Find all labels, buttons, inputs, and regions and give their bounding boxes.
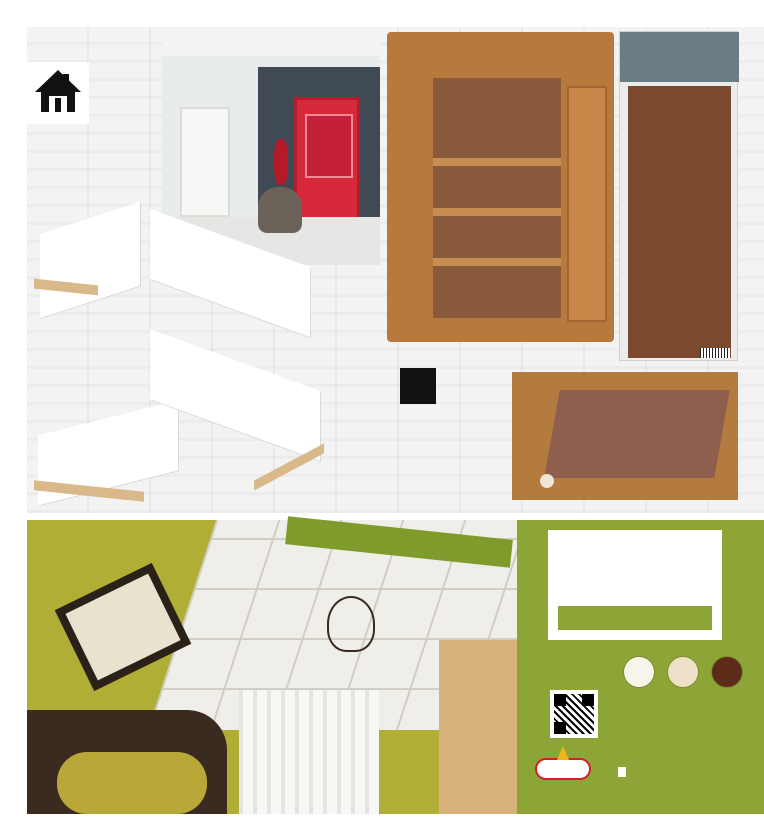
swatch-maple (667, 656, 699, 688)
cedar-drawer-photo (512, 372, 738, 500)
swatch-coffee (711, 656, 743, 688)
barcode (700, 348, 730, 358)
promo-title-line3 (558, 606, 712, 630)
coffered-ceiling-photo (27, 520, 517, 814)
cedar-product-box-photo (619, 31, 738, 361)
swatch-white (623, 656, 655, 688)
promo-title-box (548, 530, 722, 640)
boulanger-logo (535, 758, 591, 780)
cedar-cabinet-photo (387, 32, 614, 342)
home-icon (33, 68, 83, 114)
qr-code[interactable] (550, 690, 598, 738)
badge-top (400, 368, 436, 370)
chandelier (327, 596, 375, 652)
ceiling-promo-section (27, 520, 764, 814)
embassy-logo-icon (617, 766, 627, 778)
home-badge (27, 62, 89, 124)
promo-panel (517, 520, 764, 814)
sheet-count-badge (400, 368, 436, 404)
